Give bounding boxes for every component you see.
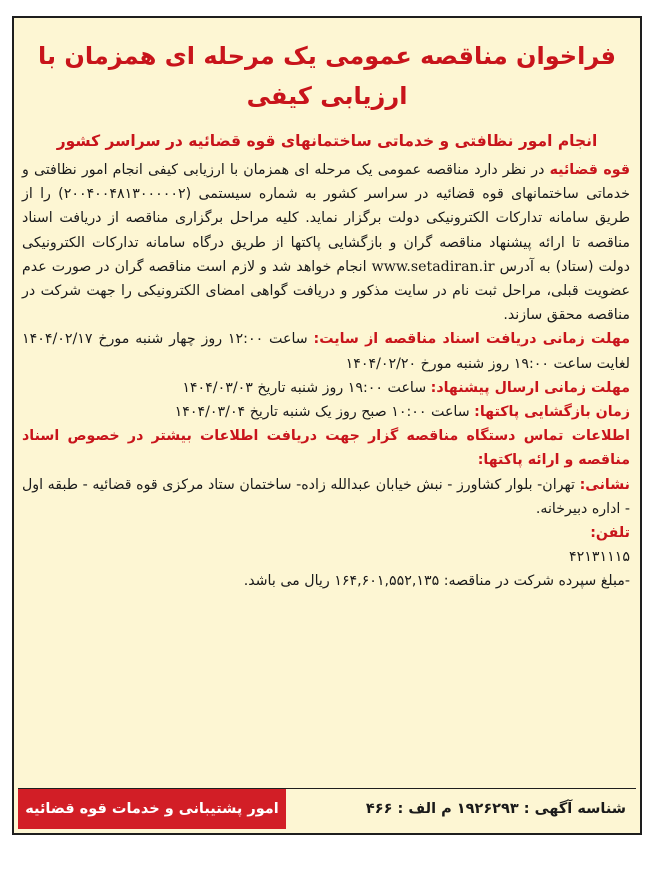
opening-time (22, 400, 630, 424)
docs-deadline-text: ساعت ۱۲:۰۰ روز چهار شنبه مورخ ۱۴۰۴/۰۲/۱۷ لغایت ساعت ۱۹:۰۰ روز شنبه مورخ ۱۴۰۴/۰۲/۲۰ (22, 331, 630, 372)
contact-info-heading: اطلاعات تماس دستگاه مناقصه گزار جهت دریافت اطلاعات بیشتر در خصوص اسناد مناقصه و ارائه پاکتها: (22, 428, 630, 469)
offer-deadline (22, 376, 630, 400)
address-text: تهران- بلوار کشاورز - نبش خیابان عبدالله زاده- ساختمان ستاد مرکزی قوه قضائیه - طبقه اول - اداره دبیرخانه. (22, 476, 630, 517)
offer-deadline-label: مهلت زمانی ارسال پیشنهاد: (430, 379, 630, 396)
address-label: نشانی: (579, 476, 631, 493)
phone (22, 521, 630, 569)
notice-subtitle: انجام امور نظافتی و خدماتی ساختمانهای قوه قضائیه در سراسر کشور (56, 132, 598, 150)
intro-text-continued: انجام خواهد شد و لازم است مناقصه گران در صورت عدم عضویت قبلی، مراحل ثبت نام در سایت مذکور و دریافت گواهی امضای الکترونیکی را جهت شرکت در مناقصه محقق سازند. (22, 258, 630, 324)
setad-url-link[interactable]: www.setadiran.ir (371, 258, 495, 275)
opening-time-text: ساعت ۱۰:۰۰ صبح روز یک شنبه تاریخ ۱۴۰۴/۰۳/۰۴ (174, 404, 470, 421)
intro-paragraph (22, 158, 630, 327)
notice-footer (18, 788, 636, 829)
phone-number: ۴۲۱۳۱۱۱۵ (569, 549, 630, 566)
ad-identifier: شناسه آگهی : ۱۹۲۶۲۹۳ م الف : ۴۶۶ (365, 801, 626, 817)
offer-deadline-text: ساعت ۱۹:۰۰ روز شنبه تاریخ ۱۴۰۴/۰۳/۰۳ (182, 379, 427, 396)
tender-notice (12, 16, 642, 835)
phone-label: تلفن: (590, 525, 630, 542)
notice-body (14, 158, 640, 594)
organization-name: قوه قضائیه (549, 162, 630, 178)
address (22, 473, 630, 521)
docs-deadline-label: مهلت زمانی دریافت اسناد مناقصه از سایت: (313, 331, 630, 348)
intro-text: در نظر دارد مناقصه عمومی یک مرحله ای همزمان با ارزیابی کیفی انجام امور نظافتی و خدماتی ساختمانهای قوه قضائیه در سراسر کشور به شماره سیستمی (۲۰۰۴۰۰۴۸۱۳۰۰۰۰۰۲) را از طریق سامانه تدارکات الکترونیکی دولت برگزار نماید. کلیه مراحل برگزاری مناقصه از دریافت اسناد مناقصه تا ارائه پیشنهاد مناقصه گران و بازگشایی پاکتها از طریق درگاه سامانه تدارکات الکترونیکی دولت (ستاد) به آدرس (22, 162, 630, 275)
notice-title: فراخوان مناقصه عمومی یک مرحله ای همزمان با ارزیابی کیفی (38, 42, 616, 110)
deposit-amount: -مبلغ سپرده شرکت در مناقصه: ۱۶۴,۶۰۱,۵۵۲,۱۳۵ ریال می باشد. (243, 573, 630, 590)
opening-time-label: زمان بازگشایی پاکتها: (474, 404, 630, 421)
docs-deadline (22, 327, 630, 375)
publisher-banner: امور پشتیبانی و خدمات قوه قضائیه (18, 789, 286, 829)
